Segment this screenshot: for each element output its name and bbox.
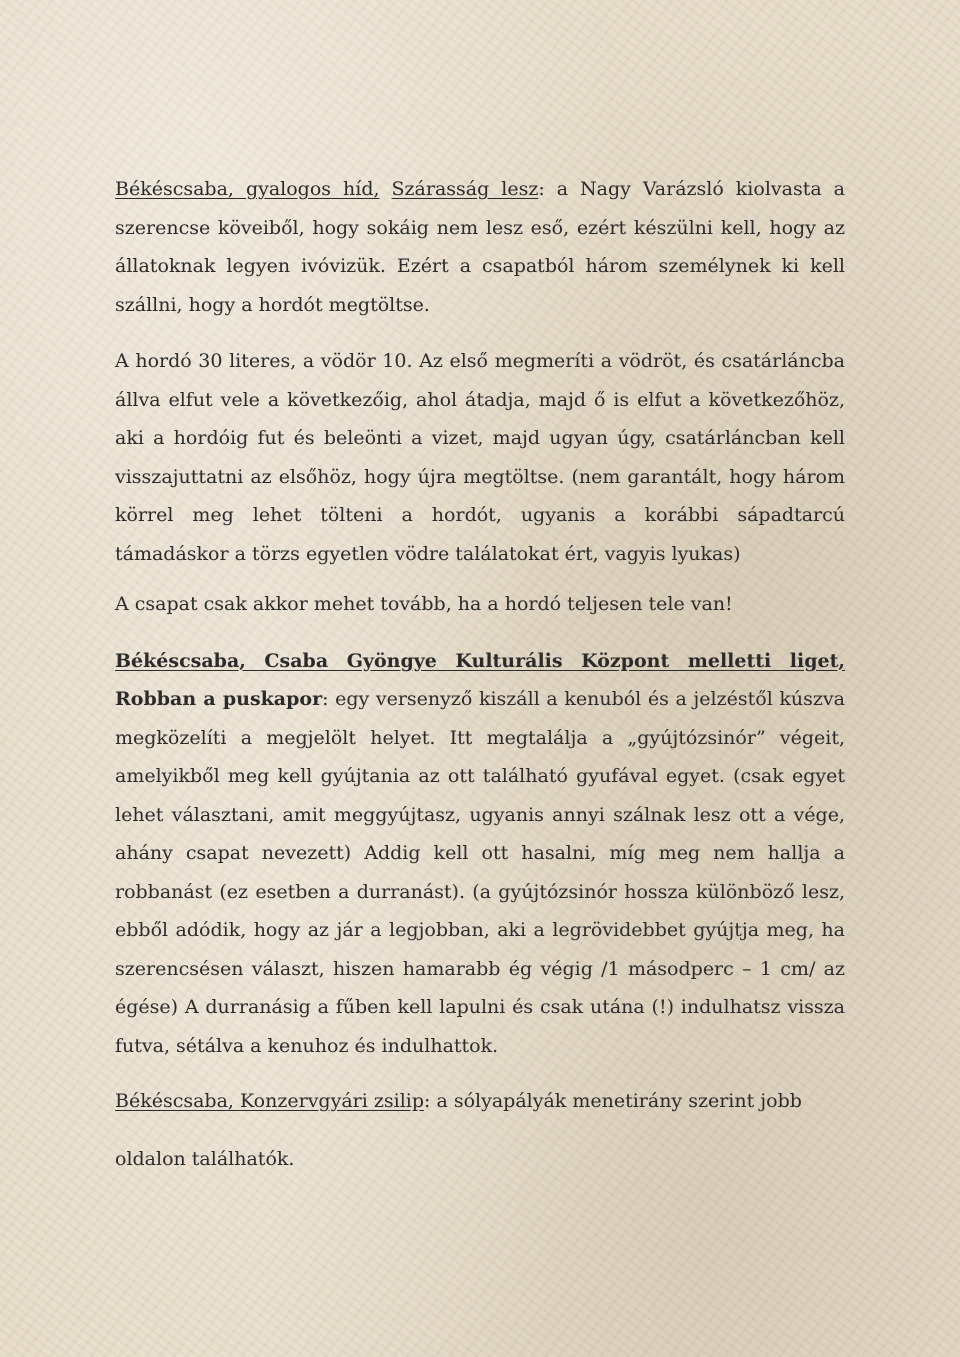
section-gyalogos-hid — [115, 170, 845, 324]
section-text: A hordó 30 literes, a vödör 10. Az első megmeríti a vödröt, és csatárláncba állva elfut vele a következőig, ahol átadja, majd ő is elfut a következőhöz, aki a hordóig fut és beleönti a vizet, majd ugyan úgy, csatárláncban kell visszajuttatni az elsőhöz, hogy újra megtöltse. (nem garantált, hogy három körrel meg lehet tölteni a hordót, ugyanis a korábbi sápadtarcú támadáskor a törzs egyetlen vödre találatokat ért, vagyis lyukas) — [115, 350, 845, 565]
location-heading: Békéscsaba, gyalogos híd, — [115, 178, 380, 200]
section-rules-paragraph — [115, 342, 845, 573]
section-condition-paragraph — [115, 585, 845, 624]
section-konzervgyari-zsilip — [115, 1077, 845, 1125]
section-csaba-gyongye — [115, 642, 845, 1066]
task-title: Szárasság lesz — [391, 178, 539, 200]
section-text: : egy versenyző kiszáll a kenuból és a jelzéstől kúszva megközelíti a megjelölt helyet. Itt megtalálja a „gyújtózsinór” végeit, amelyikből meg kell gyújtania az ott található gyufával egyet. (csak egyet lehet választani, amit meggyújtasz, ugyanis annyi szálnak lesz ott a vége, ahány csapat nevezett) Addig kell ott hasalni, míg meg nem hallja a robbanást (ez esetben a durranást). (a gyújtózsinór hossza különböző lesz, ebből adódik, hogy az jár a legjobban, aki a legrövidebbet gyújtja meg, ha szerencsésen választ, hiszen hamarabb ég végig /1 másodperc – 1 cm/ az égése) A durranásig a fűben kell lapulni és csak utána (!) indulhatsz vissza futva, sétálva a kenuhoz és indulhattok. — [115, 688, 845, 1057]
location-heading: Békéscsaba, Konzervgyári zsilip — [115, 1090, 425, 1112]
document-page — [115, 170, 845, 1183]
location-heading: Békéscsaba, Csaba Gyöngye Kulturális Központ melletti liget, — [115, 649, 845, 672]
section-text: : a Nagy Varázsló kiolvasta a szerencse köveiből, hogy sokáig nem lesz eső, ezért készülni kell, hogy az állatoknak legyen ivóvizük. Ezért a csapatból három személynek ki kell szállni, hogy a hordót megtöltse. — [115, 178, 845, 316]
section-konzervgyari-zsilip-line2 — [115, 1135, 845, 1183]
section-text: : a sólyapályák menetirány szerint jobb — [424, 1090, 802, 1112]
section-text: A csapat csak akkor mehet tovább, ha a hordó teljesen tele van! — [115, 593, 733, 615]
task-title: Robban a puskapor — [115, 688, 323, 710]
section-text: oldalon találhatók. — [115, 1148, 295, 1170]
